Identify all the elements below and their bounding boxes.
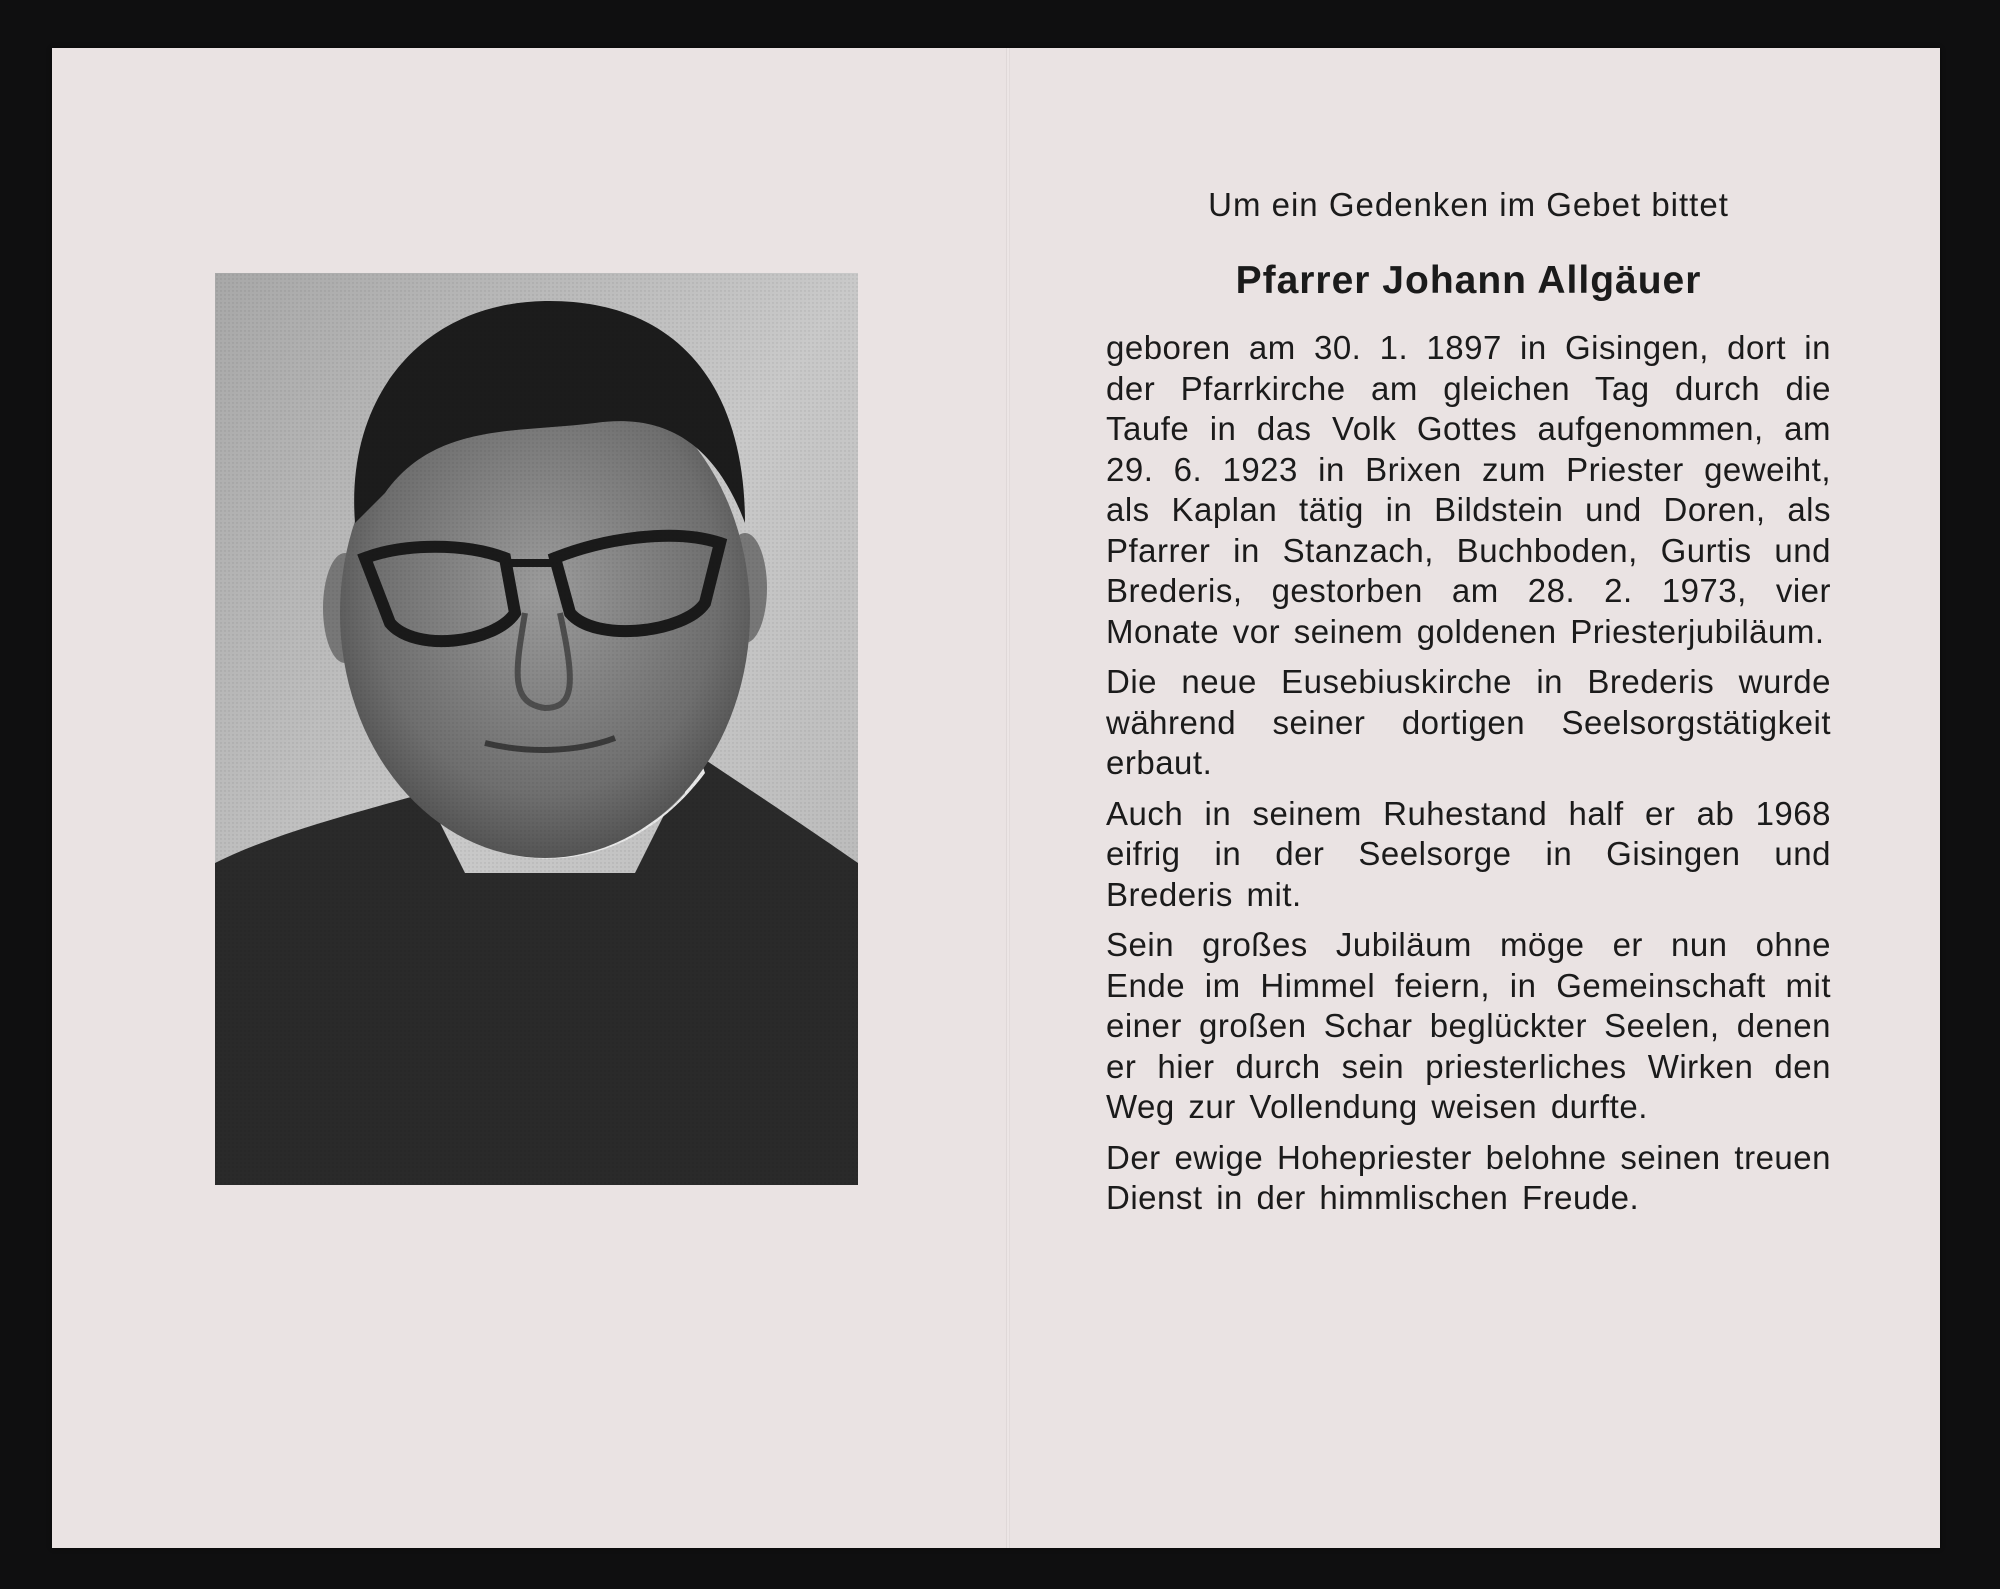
deceased-name: Pfarrer Johann Allgäuer [1235, 259, 1702, 302]
card-fold [1006, 48, 1010, 1548]
biography-paragraph: geboren am 30. 1. 1897 in Gisingen, dort in der Pfarrkirche am gleichen Tag durch die Taufe in das Volk Gottes aufgenommen, am 29. 6. 1923 in Brixen zum Priester geweiht, als Kaplan tätig in Bildstein und Doren, als Pfarrer in Stanzach, Buchboden, Gurtis und Brederis, gestorben am 28. 2. 1973, vier Monate vor seinem goldenen Priesterjubiläum. [1106, 329, 1831, 650]
jubilee-paragraph: Sein großes Jubiläum möge er nun ohne Ende im Himmel feiern, in Gemeinschaft mit einer großen Schar beglückter Seelen, denen er hier durch sein priesterliches Wirken den Weg zur Vollendung weisen durfte. [1106, 926, 1831, 1125]
intro-line: Um ein Gedenken im Gebet bittet [1208, 186, 1729, 223]
church-paragraph: Die neue Eusebiuskirche in Brederis wurde während seiner dortigen Seelsorgstätigkeit erbaut. [1106, 663, 1831, 781]
blessing-paragraph: Der ewige Hohepriester belohne seinen treuen Dienst in der himmlischen Freude. [1106, 1138, 1831, 1216]
memorial-text [1106, 160, 1831, 1219]
retirement-paragraph: Auch in seinem Ruhestand half er ab 1968 eifrig in der Seelsorge in Gisingen und Brederis mit. [1106, 794, 1831, 913]
portrait-photo [215, 273, 858, 1185]
